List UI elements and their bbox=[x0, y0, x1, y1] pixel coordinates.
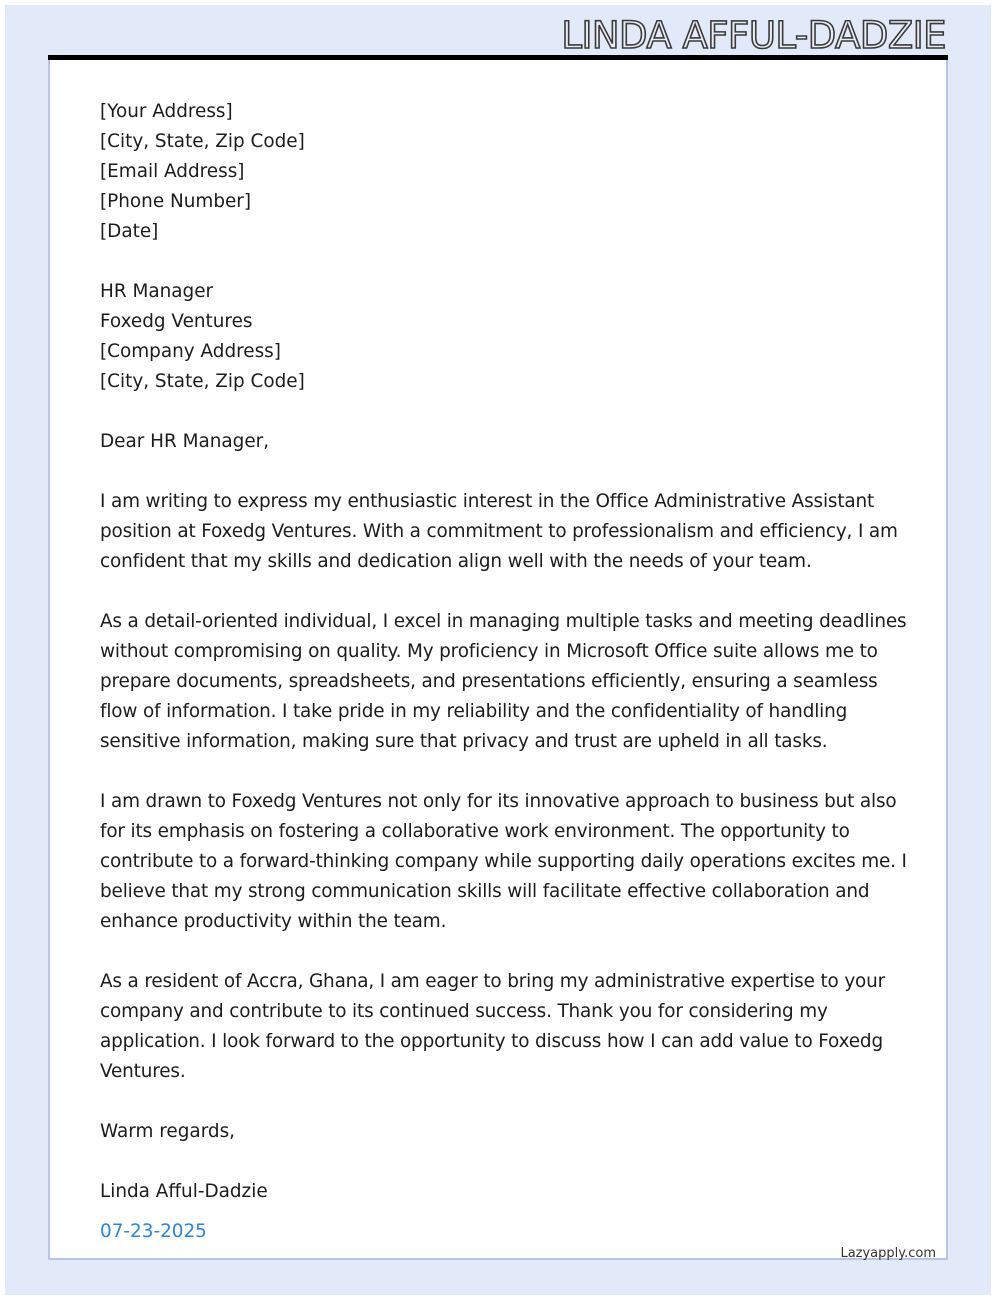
paragraph-line: flow of information. I take pride in my reliability and the confidentiality of handling bbox=[100, 701, 848, 722]
paragraph-line: As a resident of Accra, Ghana, I am eager to bring my administrative expertise to your bbox=[100, 971, 886, 992]
paragraph-line: position at Foxedg Ventures. With a commitment to professionalism and efficiency, I am bbox=[100, 521, 898, 542]
paragraph-line: confident that my skills and dedication align well with the needs of your team. bbox=[100, 551, 812, 572]
letter-body bbox=[100, 97, 907, 1247]
paragraph-line: without compromising on quality. My proficiency in Microsoft Office suite allows me to bbox=[100, 641, 878, 662]
body-paragraph-2 bbox=[100, 607, 907, 757]
recipient-address-line: [Company Address] bbox=[100, 341, 281, 362]
salutation: Dear HR Manager, bbox=[100, 431, 270, 452]
paragraph-line: As a detail-oriented individual, I excel in managing multiple tasks and meeting deadlines bbox=[100, 611, 907, 632]
body-paragraph-1 bbox=[100, 487, 900, 577]
applicant-name-heading: LINDA AFFUL-DADZIE bbox=[561, 14, 946, 57]
brand-watermark: Lazyapply.com bbox=[840, 1246, 936, 1261]
recipient-city-line: [City, State, Zip Code] bbox=[100, 371, 305, 392]
recipient-title-line: HR Manager bbox=[100, 281, 214, 302]
paragraph-line: contribute to a forward-thinking company while supporting daily operations excites me. I bbox=[100, 851, 907, 872]
letter-date: 07-23-2025 bbox=[100, 1221, 207, 1242]
sender-phone-line: [Phone Number] bbox=[100, 191, 252, 212]
paragraph-line: application. I look forward to the opportunity to discuss how I can add value to Foxedg bbox=[100, 1031, 883, 1052]
sender-date-line: [Date] bbox=[100, 221, 159, 242]
sender-email-line: [Email Address] bbox=[100, 161, 245, 182]
paragraph-line: company and contribute to its continued success. Thank you for considering my bbox=[100, 1001, 828, 1022]
paragraph-line: I am drawn to Foxedg Ventures not only for its innovative approach to business but also bbox=[100, 791, 897, 812]
paragraph-line: sensitive information, making sure that privacy and trust are upheld in all tasks. bbox=[100, 731, 828, 752]
paragraph-line: Ventures. bbox=[100, 1061, 186, 1082]
recipient-company-line: Foxedg Ventures bbox=[100, 311, 253, 332]
closing: Warm regards, bbox=[100, 1121, 236, 1142]
paragraph-line: believe that my strong communication skills will facilitate effective collaboration and bbox=[100, 881, 870, 902]
paragraph-line: prepare documents, spreadsheets, and presentations efficiently, ensuring a seamless bbox=[100, 671, 878, 692]
paragraph-line: enhance productivity within the team. bbox=[100, 911, 447, 932]
recipient-address-block bbox=[100, 277, 900, 397]
sender-address-block bbox=[100, 97, 900, 247]
paragraph-line: for its emphasis on fostering a collaborative work environment. The opportunity to bbox=[100, 821, 850, 842]
signature-name: Linda Afful-Dadzie bbox=[100, 1181, 268, 1202]
body-paragraph-4 bbox=[100, 967, 900, 1087]
sender-city-line: [City, State, Zip Code] bbox=[100, 131, 305, 152]
paragraph-line: I am writing to express my enthusiastic interest in the Office Administrative Assistant bbox=[100, 491, 875, 512]
body-paragraph-3 bbox=[100, 787, 907, 937]
sender-address-line: [Your Address] bbox=[100, 101, 233, 122]
